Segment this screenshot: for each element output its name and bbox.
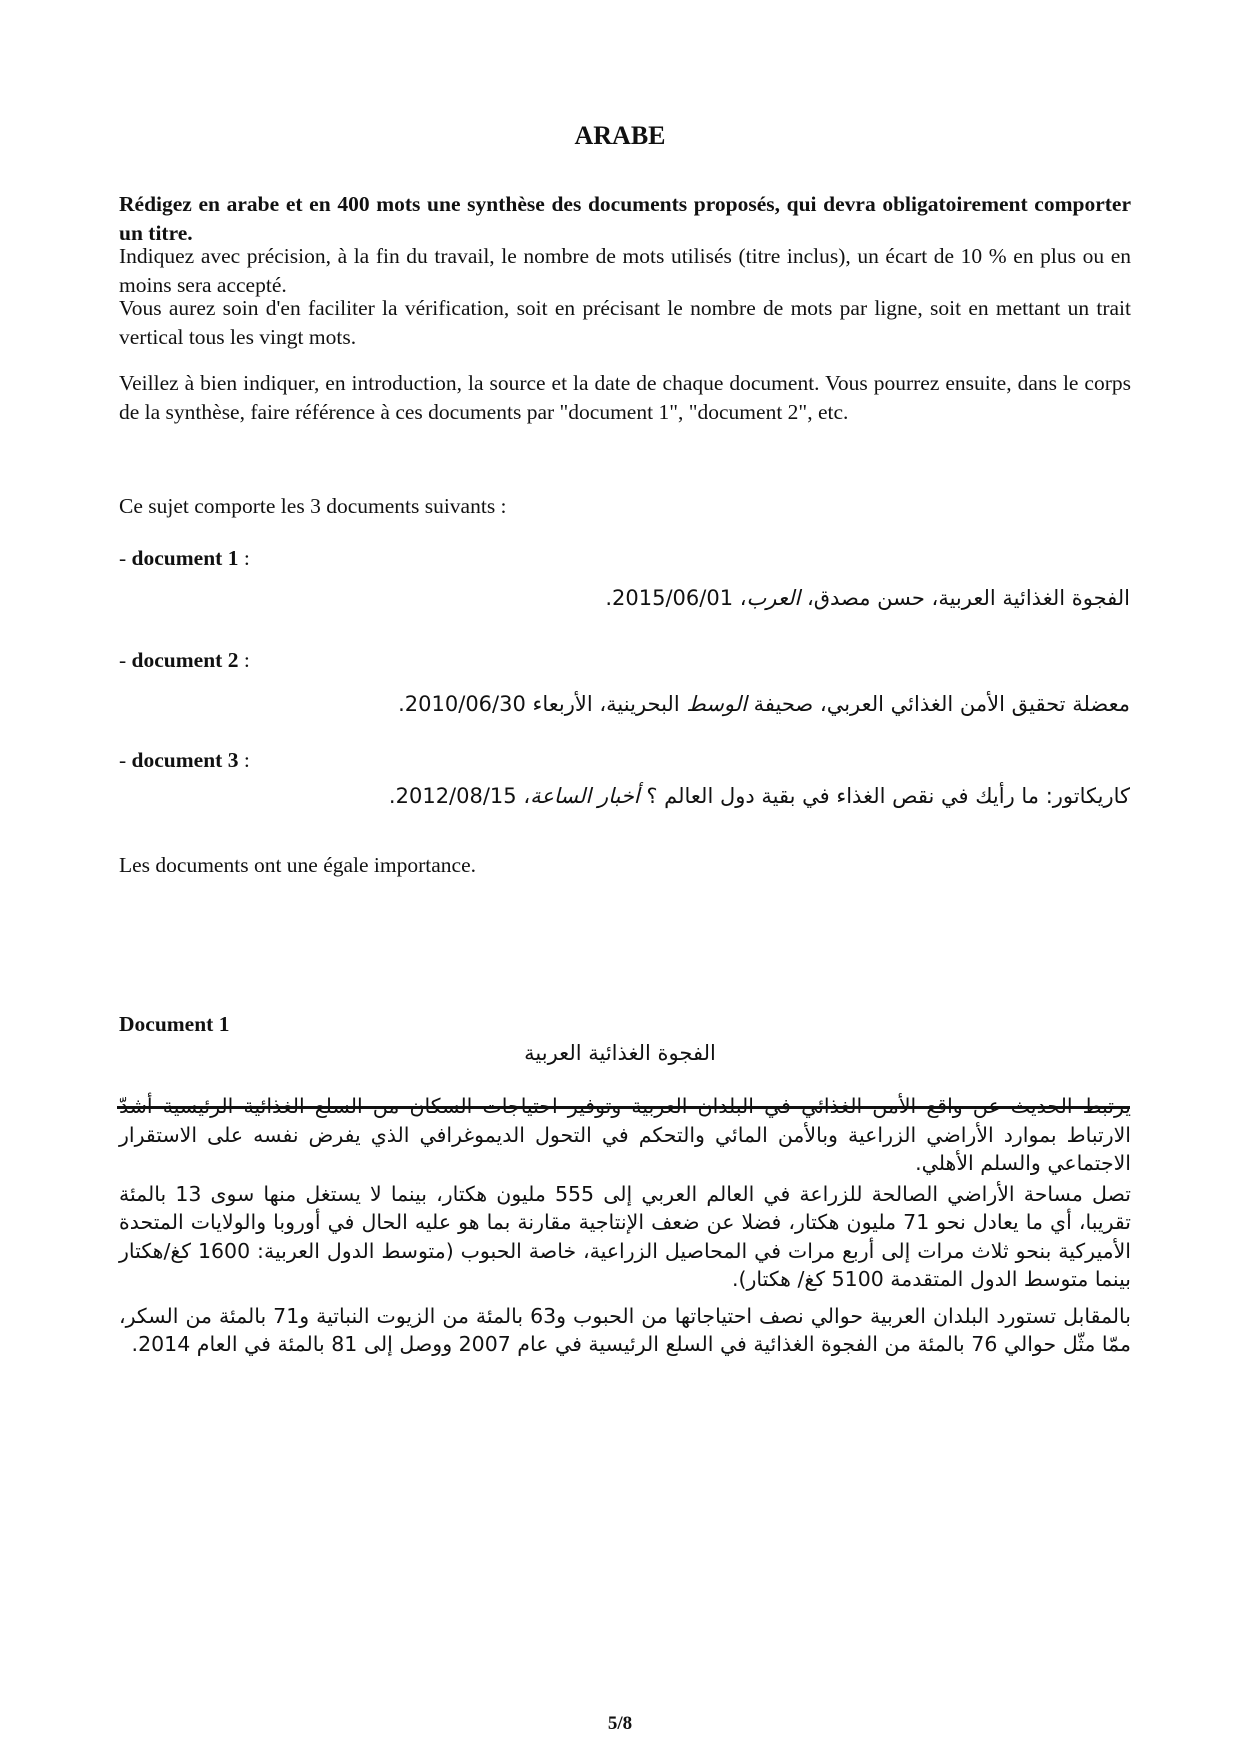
doc1-label: - document 1 : xyxy=(119,546,250,570)
document1-body xyxy=(119,1092,1131,1359)
doc1-reference: الفجوة الغذائية العربية، حسن مصدق، العرب، 2015/06/01. xyxy=(605,586,1130,610)
document1-arabic-title: الفجوة الغذائية العربية xyxy=(524,1041,716,1065)
page-title: ARABE xyxy=(574,121,666,150)
doc3-label: - document 3 : xyxy=(119,748,250,772)
doc2-label: - document 2 : xyxy=(119,648,250,672)
instruction-bold: Rédigez en arabe et en 400 mots une synthèse des documents proposés, qui devra obligatoirement comporter un titre. xyxy=(119,192,1131,245)
document1-heading: Document 1 xyxy=(119,1012,230,1036)
document1-paragraph: بالمقابل تستورد البلدان العربية حوالي نصف احتياجاتها من الحبوب و63 بالمئة من الزيوت النباتية و71 بالمئة من السكر، ممّا مثّل حوالي 76 بالمئة من الفجوة الغذائية في السلع الرئيسية في عام 2007 ووصل إلى 81 بالمئة في العام 2014. xyxy=(119,1303,1131,1356)
doc2-reference: معضلة تحقيق الأمن الغذائي العربي، صحيفة الوسط البحرينية، الأربعاء 2010/06/30. xyxy=(398,692,1130,716)
document1-paragraph: تصل مساحة الأراضي الصالحة للزراعة في العالم العربي إلى 555 مليون هكتار، بينما لا يستغل منها سوى 13 بالمئة تقريبا، أي ما يعادل نحو 71 مليون هكتار، فضلا عن ضعف الإنتاجية مقارنة بما هو عليه الحال في أوروبا والولايات المتحدة الأميركية بنحو ثلاث مرات إلى أربع مرات في المحاصيل الزراعية، خاصة الحبوب (متوسط الدول العربية: 1600 كغ/هكتار بينما متوسط الدول المتقدمة 5100 كغ/ هكتار). xyxy=(119,1181,1132,1291)
page-number: 5/8 xyxy=(607,1713,633,1734)
doc3-reference: كاريكاتور: ما رأيك في نقص الغذاء في بقية دول العالم ؟ أخبار الساعة، 2012/08/15. xyxy=(388,784,1130,808)
instruction-word-count: Indiquez avec précision, à la fin du travail, le nombre de mots utilisés (titre inclus), un écart de 10 % en plus ou en moins sera accepté. xyxy=(119,244,1131,297)
document1-paragraph: يرتبط الحديث عن واقع الأمن الغذائي في البلدان العربية وتوفير احتياجات السكان من السلع الغذائية الرئيسية أشدّ الارتباط بموارد الأراضي الزراعية وبالأمن المائي والتحكم في التحول الديموغرافي الذي يفرض نفسه على الاستقرار الاجتماعي والسلم الأهلي. xyxy=(119,1094,1131,1175)
instruction-sources: Veillez à bien indiquer, en introduction, la source et la date de chaque document. Vous pourrez ensuite, dans le corps de la synthèse, faire référence à ces documents par "document 1", "document 2", etc. xyxy=(119,371,1131,424)
instruction-verification: Vous aurez soin d'en faciliter la vérification, soit en précisant le nombre de mots par ligne, soit en mettant un trait vertical tous les vingt mots. xyxy=(119,296,1131,349)
documents-intro: Ce sujet comporte les 3 documents suivants : xyxy=(119,494,507,518)
importance-note: Les documents ont une égale importance. xyxy=(119,853,477,877)
